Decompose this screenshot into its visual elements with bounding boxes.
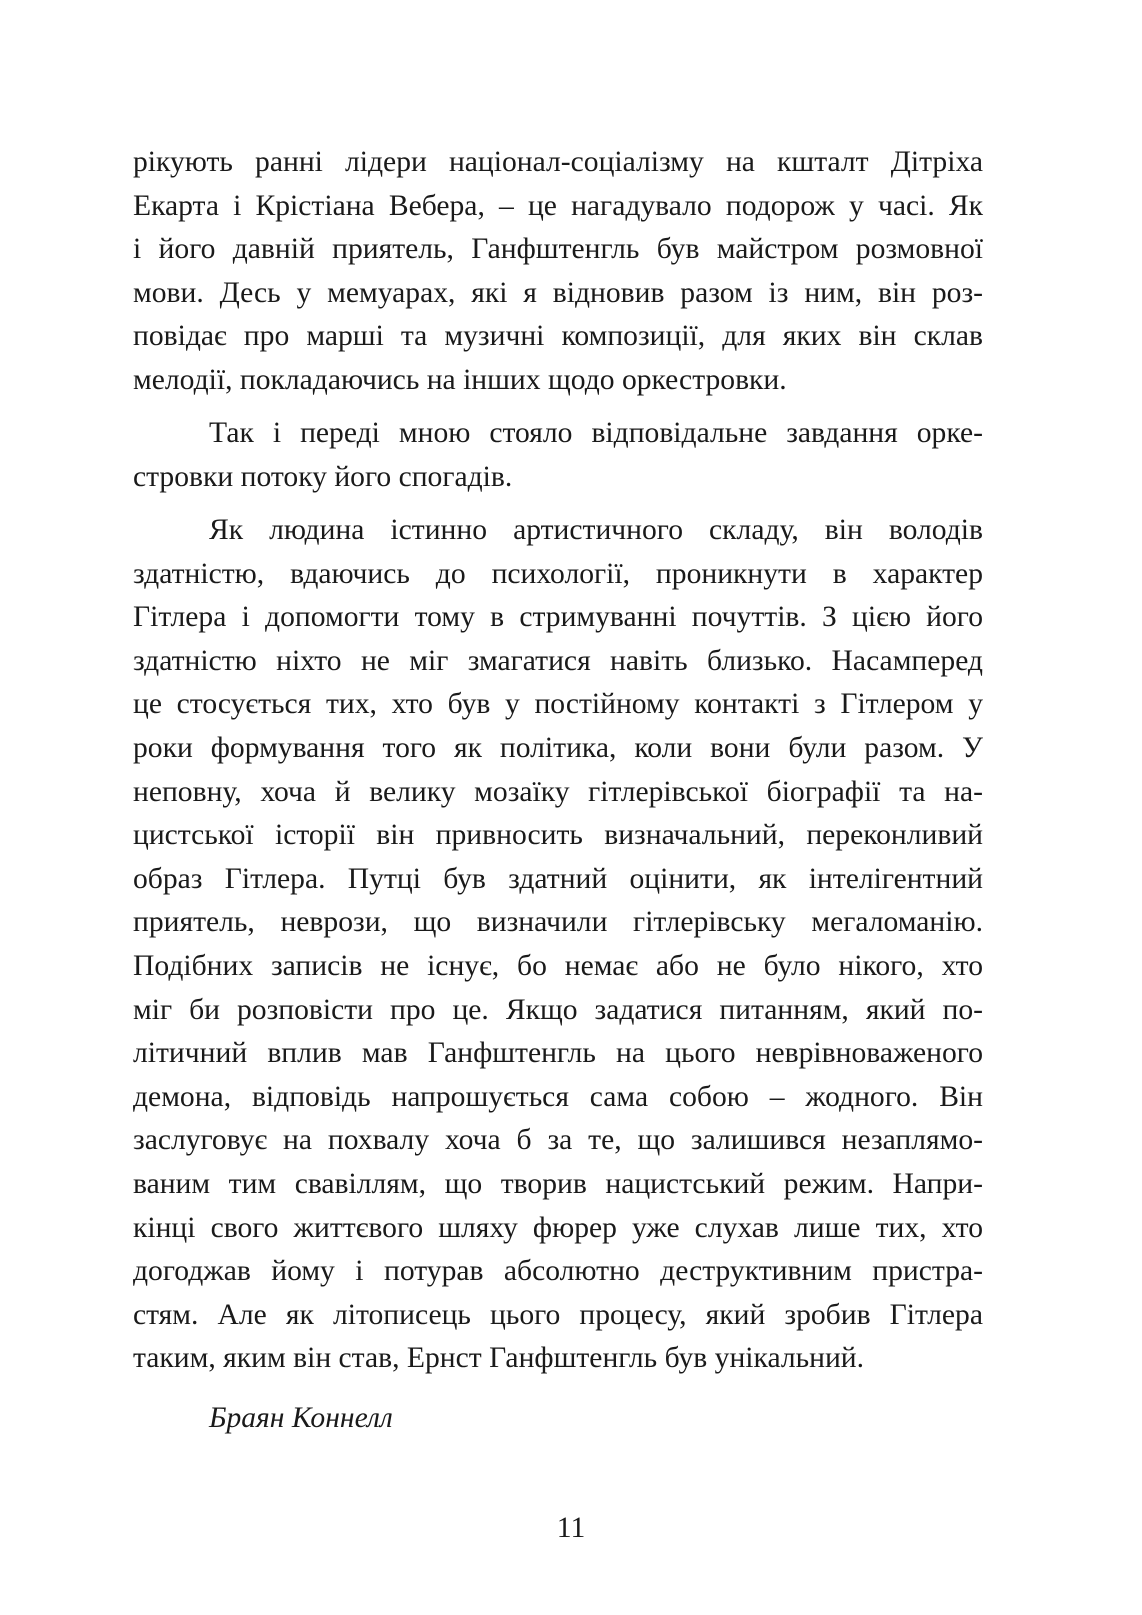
text-line: приятель, неврози, що визначили гітлерівську мегаломанію. xyxy=(133,906,983,939)
text-line: міг би розповісти про це. Якщо задатися питанням, який по- xyxy=(133,993,983,1026)
text-line: демона, відповідь напрошується сама собою – жодного. Він xyxy=(133,1080,983,1113)
text-line: Як людина істинно артистичного складу, він володів xyxy=(209,514,983,546)
text-line: роки формування того як політика, коли вони були разом. У xyxy=(133,731,983,764)
text-line: Подібних записів не існує, бо немає або не було нікого, хто xyxy=(133,949,983,982)
text-line: рікують ранні лідери націонал-соціалізму на кшталт Дітріха xyxy=(133,146,983,178)
text-line: здатністю ніхто не міг змагатися навіть близько. Насамперед xyxy=(133,644,983,677)
text-line: цистської історії він привносить визначальний, переконливий xyxy=(133,819,983,852)
text-line: стровки потоку його спогадів. xyxy=(133,460,513,493)
text-line: стям. Але як літописець цього процесу, який зробив Гітлера xyxy=(133,1298,983,1331)
paragraph-1 xyxy=(133,141,983,403)
text-line: догоджав йому і потурав абсолютно деструктивним пристра- xyxy=(133,1255,983,1288)
text-line: образ Гітлера. Путці був здатний оцінити, як інтелігентний xyxy=(133,862,983,895)
text-line: неповну, хоча й велику мозаїку гітлерівської біографії та на- xyxy=(133,775,983,808)
text-line: літичний вплив мав Ганфштенгль на цього неврівноваженого xyxy=(133,1037,983,1070)
text-line: Екарта і Крістіана Вебера, – це нагадувало подорож у часі. Як xyxy=(133,189,983,222)
text-line: Так і переді мною стояло відповідальне завдання орке- xyxy=(209,417,983,449)
text-line: здатністю, вдаючись до психології, проникнути в характер xyxy=(133,557,983,590)
text-line: це стосується тих, хто був у постійному контакті з Гітлером у xyxy=(133,688,983,721)
page-number: 11 xyxy=(556,1512,586,1544)
author-signature: Браян Коннелл xyxy=(209,1402,393,1434)
text-line: ваним тим свавіллям, що творив нацистський режим. Напри- xyxy=(133,1167,983,1200)
text-line: Гітлера і допомогти тому в стримуванні почуттів. З цією його xyxy=(133,601,983,634)
paragraph-3 xyxy=(133,509,983,1381)
text-line: повідає про марші та музичні композиції, для яких він склав xyxy=(133,320,983,353)
text-line: кінці свого життєвого шляху фюрер уже слухав лише тих, хто xyxy=(133,1211,983,1244)
text-line: і його давній приятель, Ганфштенгль був майстром розмовної xyxy=(133,233,983,266)
text-line: мелодії, покладаючись на інших щодо оркестровки. xyxy=(133,363,787,396)
paragraph-2 xyxy=(133,412,983,499)
text-line: мови. Десь у мемуарах, які я відновив разом із ним, він роз- xyxy=(133,276,983,309)
text-line: таким, яким він став, Ернст Ганфштенгль був унікальний. xyxy=(133,1342,865,1375)
text-line: заслуговує на похвалу хоча б за те, що залишився незаплямо- xyxy=(133,1124,983,1157)
